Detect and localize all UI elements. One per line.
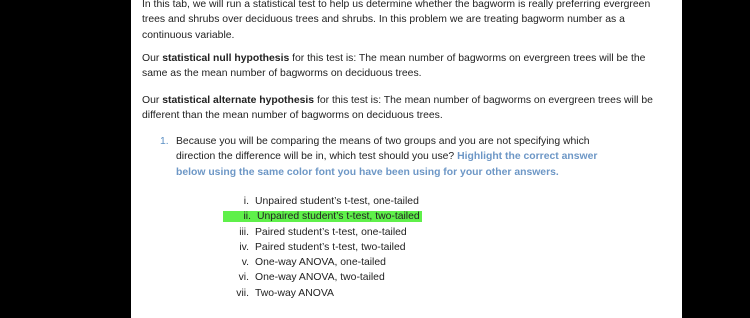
option-number: v. [241,257,249,269]
null-hypothesis-prefix: Our [142,53,163,64]
null-hypothesis-label: statistical null hypothesis [162,53,290,64]
question-prompt: Because you will be comparing the means of two groups and you are not specifying which direction the difference will be in, which test should you use? [176,136,590,163]
option-text: One-way ANOVA, two-tailed [255,272,385,284]
option-5[interactable] [223,255,422,270]
document-page [131,0,682,318]
option-3[interactable] [223,225,422,240]
question-instruction: Highlight the correct answer below using the same color font you have been using for your other answers. [176,151,598,178]
option-text: Two-way ANOVA [255,287,334,299]
option-number: iv. [239,241,249,253]
question-text [176,134,616,180]
option-text: Unpaired student’s t-test, two-tailed [257,211,420,223]
alternate-hypothesis-text: for this test is: The mean number of bagworms on evergreen trees will be different than the mean number of bagworms on deciduous trees. [142,95,653,122]
null-hypothesis-text: for this test is: The mean number of bagworms on evergreen trees will be the same as the mean number of bagworms on deciduous trees. [142,53,646,80]
option-4[interactable] [223,240,422,255]
option-text: Unpaired student’s t-test, one-tailed [255,196,419,207]
option-1[interactable] [223,194,422,209]
option-2-selected[interactable] [223,209,422,224]
alternate-hypothesis-paragraph [142,93,662,124]
option-7[interactable] [223,286,422,301]
option-number: vi. [238,272,249,284]
option-6[interactable] [223,270,422,285]
alternate-hypothesis-prefix: Our [142,95,163,106]
option-number: vii. [236,287,249,299]
highlighted-answer [223,211,422,222]
option-text: Paired student’s t-test, two-tailed [255,241,406,253]
option-text: One-way ANOVA, one-tailed [255,257,386,269]
intro-paragraph: In this tab, we will run a statistical test to help us determine whether the bagworm is really preferring evergreen trees and shrubs over deciduous trees and shrubs. In this problem we are treating bagworm number as a continuous variable. [142,0,651,41]
option-number: iii. [239,226,249,238]
option-number: ii. [243,211,251,223]
alternate-hypothesis-label: statistical alternate hypothesis [162,95,315,106]
option-number: i. [243,196,249,207]
null-hypothesis-paragraph [142,51,662,82]
answer-options-list [223,194,422,301]
option-text: Paired student’s t-test, one-tailed [255,226,407,238]
question-number: 1. [160,136,169,147]
